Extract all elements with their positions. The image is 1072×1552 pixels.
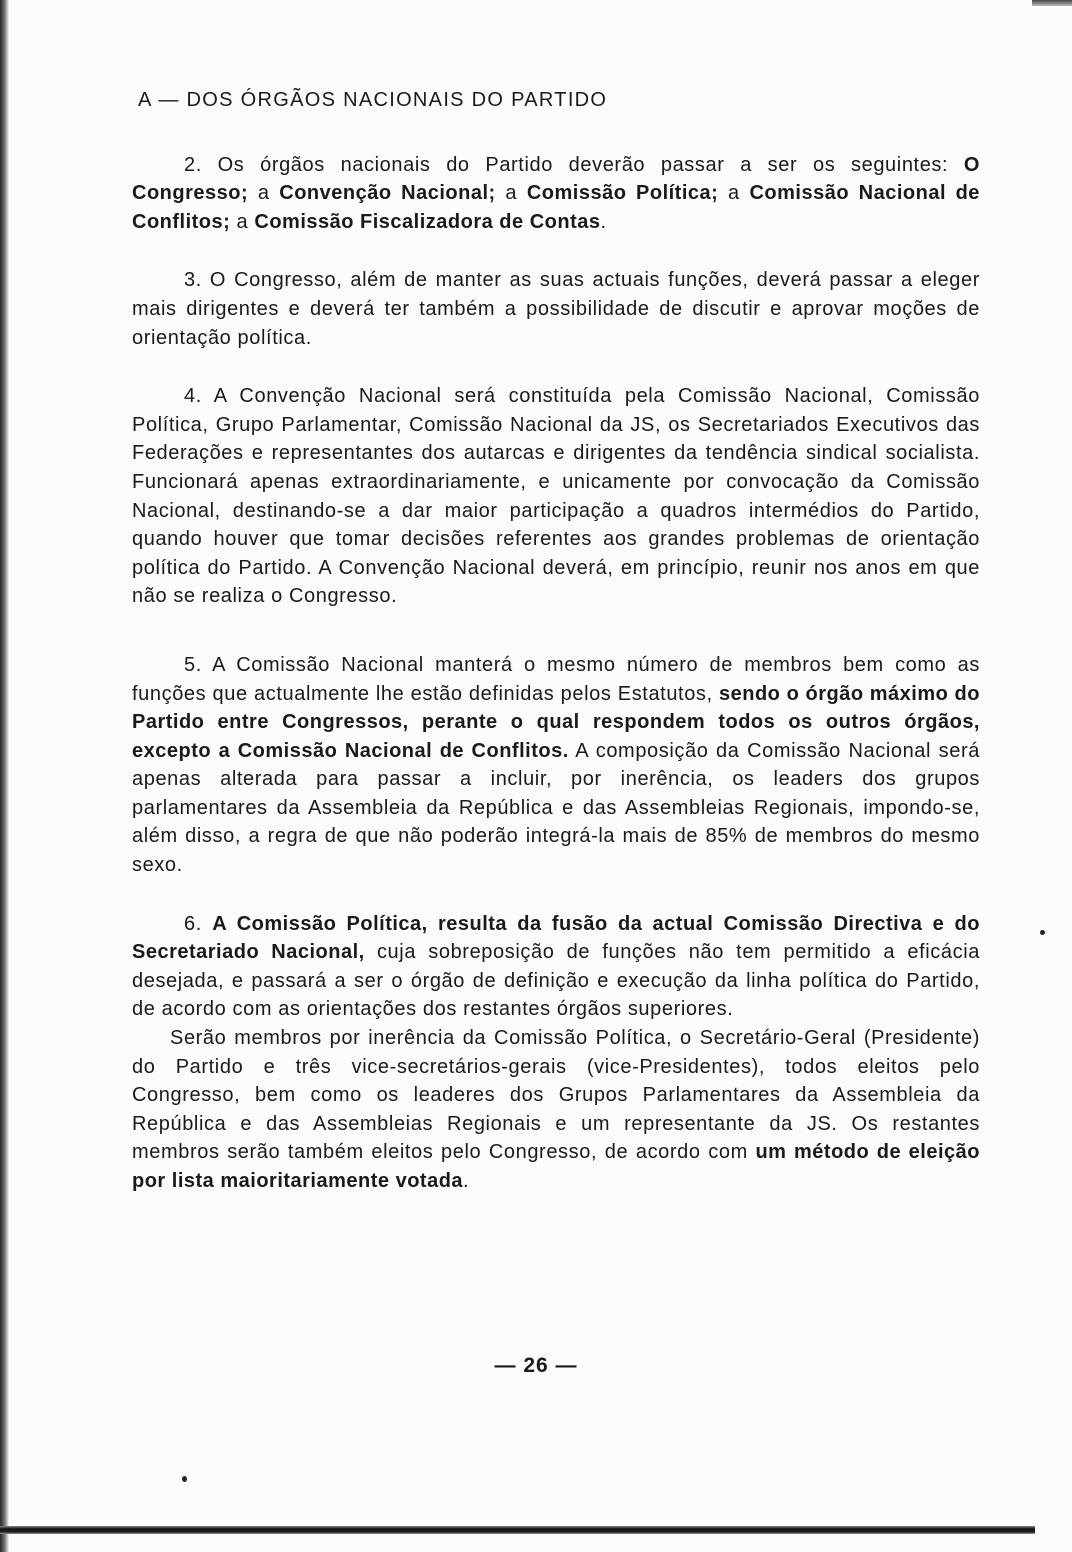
paragraph-2: [132, 151, 980, 237]
scan-top-corner: [1032, 0, 1072, 6]
paragraph-text: A Convenção Nacional será constituída pela Comissão Nacional, Comissão Política, Grupo Parlamentar, Comissão Nacional da JS, os Secretariados Executivos das Federações e representantes dos autarcas e dirigentes da tendência sindical socialista. Funcionará apenas extraordinariamente, e unicamente por convocação da Comissão Nacional, destinando-se a dar maior participação a quadros intermédios do Partido, quando houver que tomar decisões referentes aos grandes problemas de orientação política do Partido. A Convenção Nacional deverá, em princípio, reunir nos anos em que não se realiza o Congresso.: [132, 385, 980, 608]
paragraph-text: Serão membros por inerência da Comissão Política, o Secretário-Geral (Presidente) do Partido e três vice-secretários-gerais (vice-Presidentes), todos eleitos pelo Congresso, bem como os leaderes dos Grupos Parlamentares da Assembleia da República e das Assembleias Regionais e um representante da JS. Os restantes membros serão também eleitos pelo Congresso, de acordo com: [132, 1027, 980, 1164]
paragraph-text: a: [257, 182, 270, 205]
paragraph-text: a: [728, 182, 740, 205]
paragraph-text: A composição da Comissão Nacional será apenas alterada para passar a incluir, por inerência, os leaders dos grupos parlamentares da Assembleia da República e das Assembleias Regionais, impondo-se, além disso, a regra de que não poderão integrá-la mais de 85% de membros do mesmo sexo.: [132, 739, 980, 877]
bold-text: um método de eleição por lista maioritariamente votada: [132, 1141, 980, 1192]
paragraph-text: A Comissão Nacional manterá o mesmo número de membros bem como as funções que actualmente lhe estão definidas pelos Estatutos,: [132, 653, 980, 705]
bold-text: A Comissão Política, resulta da fusão da actual Comissão Directiva e do Secretariado Nacional,: [132, 912, 980, 964]
paragraph-6-continuation: [132, 1024, 980, 1196]
paragraph-text: .: [463, 1170, 470, 1192]
paragraph-text: .: [600, 210, 607, 233]
scan-speck: [182, 1476, 187, 1482]
paragraph-text: a: [505, 182, 518, 205]
paragraph-number: 3.: [184, 269, 202, 292]
paragraph-3: [132, 266, 980, 352]
scan-bottom-edge: [0, 1526, 1035, 1534]
bold-text: O Congresso;: [132, 153, 980, 205]
paragraph-6: [132, 910, 980, 1024]
paragraph-text: cuja sobreposição de funções não tem permitido a eficácia desejada, e passará a ser o órgão de definição e execução da linha política do Partido, de acordo com as orientações dos restantes órgãos superiores.: [132, 941, 980, 1021]
bold-text: Comissão Fiscalizadora de Contas: [254, 210, 601, 233]
document-page: [132, 86, 980, 1196]
bold-text: Comissão Nacional de Conflitos;: [132, 182, 980, 233]
paragraph-4: [132, 382, 980, 611]
paragraph-number: 5.: [184, 653, 202, 676]
paragraph-text: a: [236, 210, 249, 233]
paragraph-number: 4.: [184, 385, 202, 408]
bold-text: sendo o órgão máximo do Partido entre Congressos, perante o qual respondem todos os outros órgãos, excepto a Comissão Nacional de Conflitos.: [132, 682, 980, 762]
bold-text: Convenção Nacional;: [279, 182, 496, 205]
paragraph-text: O Congresso, além de manter as suas actuais funções, deverá passar a eleger mais dirigentes e deverá ter também a possibilidade de discutir e aprovar moções de orientação política.: [132, 269, 980, 349]
page-number: — 26 —: [494, 1354, 578, 1377]
scan-left-edge: [0, 0, 9, 1552]
scan-speck: [1040, 930, 1045, 935]
bold-text: Comissão Política;: [526, 182, 719, 205]
paragraph-number: 6.: [184, 912, 202, 935]
paragraph-text: Os órgãos nacionais do Partido deverão passar a ser os seguintes:: [217, 153, 949, 176]
paragraph-number: 2.: [184, 153, 202, 176]
section-title: A — DOS ÓRGÃOS NACIONAIS DO PARTIDO: [138, 89, 608, 111]
paragraph-5: [132, 651, 980, 880]
